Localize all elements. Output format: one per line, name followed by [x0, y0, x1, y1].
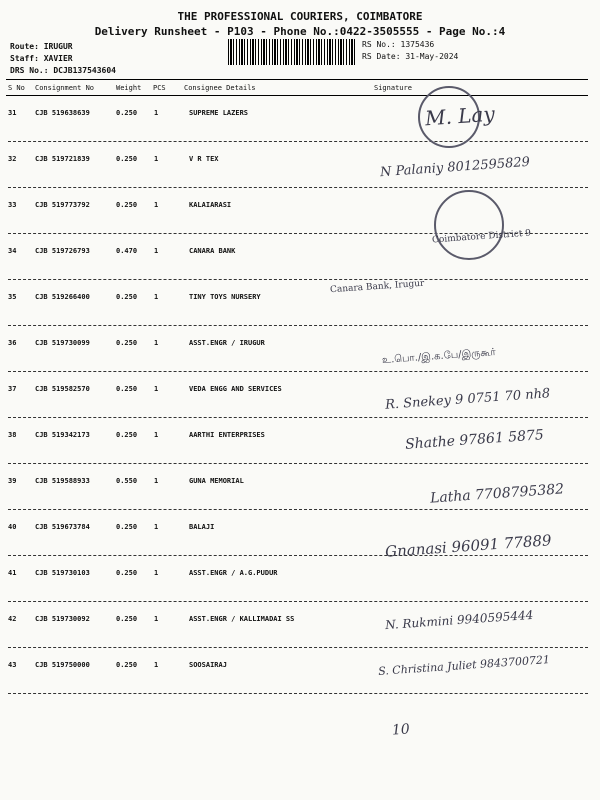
consignee-name: GUNA MEMORIAL	[189, 477, 244, 485]
pcs-value: 1	[154, 569, 159, 577]
signature-row-38: Shathe 97861 5875	[404, 427, 545, 453]
stamp-town-panchayat	[434, 190, 504, 260]
consignment-number: CJB 519721839	[35, 155, 90, 163]
signature-row-39: Latha 7708795382	[429, 481, 565, 507]
consignment-number: CJB 519773792	[35, 201, 90, 209]
rs-no-label: RS No.: 1375436	[362, 40, 435, 49]
row-separator	[8, 647, 588, 648]
row-separator	[8, 601, 588, 602]
row-separator	[8, 371, 588, 372]
serial-number: 32	[8, 155, 17, 163]
signature-row-35: Canara Bank, Irugur	[329, 278, 425, 296]
consignee-name: CANARA BANK	[189, 247, 236, 255]
consignee-name: ASST.ENGR / KALLIMADAI SS	[189, 615, 295, 623]
consignment-number: CJB 519750000	[35, 661, 90, 669]
pcs-value: 1	[154, 109, 159, 117]
consignment-number: CJB 519342173	[35, 431, 90, 439]
runsheet-title: THE PROFESSIONAL COURIERS, COIMBATORE	[177, 10, 423, 23]
column-header-consignee: Consignee Details	[184, 84, 256, 92]
pcs-value: 1	[154, 661, 159, 669]
consignment-number: CJB 519730099	[35, 339, 90, 347]
consignment-number: CJB 519638639	[35, 109, 90, 117]
drs-label: DRS No.: DCJB137543604	[10, 66, 116, 75]
weight-value: 0.250	[116, 431, 138, 439]
signature-row-37: R. Snekey 9 0751 70 nh8	[384, 386, 551, 413]
row-separator	[8, 555, 588, 556]
barcode	[228, 39, 356, 65]
row-separator	[8, 417, 588, 418]
consignment-number: CJB 519266400	[35, 293, 90, 301]
signature-row-40: Gnanasi 96091 77889	[384, 531, 553, 561]
table-row	[0, 235, 600, 281]
pcs-value: 1	[154, 385, 159, 393]
pcs-value: 1	[154, 201, 159, 209]
consignee-name: BALAJI	[189, 523, 215, 531]
pcs-value: 1	[154, 477, 159, 485]
consignee-name: VEDA ENGG AND SERVICES	[189, 385, 282, 393]
weight-value: 0.250	[116, 661, 138, 669]
pcs-value: 1	[154, 293, 159, 301]
serial-number: 39	[8, 477, 17, 485]
weight-value: 0.250	[116, 109, 138, 117]
weight-value: 0.250	[116, 385, 138, 393]
serial-number: 41	[8, 569, 17, 577]
consignment-number: CJB 519582570	[35, 385, 90, 393]
pcs-value: 1	[154, 339, 159, 347]
table-row	[0, 327, 600, 373]
serial-number: 42	[8, 615, 17, 623]
column-header-pcs: PCS	[153, 84, 166, 92]
column-header-weight: Weight	[116, 84, 142, 92]
pcs-value: 1	[154, 431, 159, 439]
consignee-name: ASST.ENGR / A.G.PUDUR	[189, 569, 278, 577]
consignee-name: AARTHI ENTERPRISES	[189, 431, 265, 439]
consignment-number: CJB 519730103	[35, 569, 90, 577]
signature-row-43: S. Christina Juliet 9843700721	[377, 653, 551, 678]
serial-number: 34	[8, 247, 17, 255]
weight-value: 0.550	[116, 477, 138, 485]
serial-number: 38	[8, 431, 17, 439]
consignment-number: CJB 519726793	[35, 247, 90, 255]
serial-number: 31	[8, 109, 17, 117]
footer-handwritten-note: 10	[391, 721, 411, 739]
consignment-number: CJB 519673784	[35, 523, 90, 531]
header-bottom-line	[6, 95, 588, 96]
column-header-signature: Signature	[374, 84, 412, 92]
runsheet-subtitle: Delivery Runsheet - P103 - Phone No.:0422-3505555 - Page No.:4	[94, 25, 506, 38]
serial-number: 40	[8, 523, 17, 531]
weight-value: 0.250	[116, 155, 138, 163]
row-separator	[8, 693, 588, 694]
weight-value: 0.250	[116, 339, 138, 347]
row-separator	[8, 463, 588, 464]
weight-value: 0.250	[116, 523, 138, 531]
row-separator	[8, 279, 588, 280]
table-row	[0, 189, 600, 235]
signature-row-31: M. Lay	[424, 101, 496, 131]
consignee-name: SOOSAIRAJ	[189, 661, 227, 669]
route-label: Route: IRUGUR	[10, 42, 73, 51]
consignee-name: TINY TOYS NURSERY	[189, 293, 261, 301]
signature-row-36: உ.பொ./இ.க.பே/இருகூர்	[381, 347, 497, 366]
weight-value: 0.250	[116, 293, 138, 301]
consignee-name: V R TEX	[189, 155, 219, 163]
table-row	[0, 97, 600, 143]
weight-value: 0.250	[116, 201, 138, 209]
column-header-consignment: Consignment No	[35, 84, 95, 92]
staff-label: Staff: XAVIER	[10, 54, 73, 63]
table-row	[0, 278, 600, 327]
pcs-value: 1	[154, 523, 159, 531]
weight-value: 0.250	[116, 569, 138, 577]
column-header-sno: S No	[8, 84, 25, 92]
pcs-value: 1	[154, 247, 159, 255]
consignee-name: KALAIARASI	[189, 201, 232, 209]
signature-row-34: Coimbatore District 9	[431, 228, 532, 246]
serial-number: 43	[8, 661, 17, 669]
signature-row-42: N. Rukmini 9940595444	[384, 607, 534, 633]
table-row	[0, 557, 600, 603]
consignment-number: CJB 519730092	[35, 615, 90, 623]
row-separator	[8, 325, 588, 326]
header-top-line	[6, 79, 588, 80]
weight-value: 0.250	[116, 615, 138, 623]
pcs-value: 1	[154, 155, 159, 163]
consignee-name: ASST.ENGR / IRUGUR	[189, 339, 265, 347]
row-separator	[8, 141, 588, 142]
serial-number: 35	[8, 293, 17, 301]
serial-number: 37	[8, 385, 17, 393]
signature-row-32: N Palaniy 8012595829	[379, 154, 531, 181]
row-separator	[8, 509, 588, 510]
serial-number: 36	[8, 339, 17, 347]
consignee-name: SUPREME LAZERS	[189, 109, 249, 117]
rs-date-label: RS Date: 31-May-2024	[362, 52, 459, 61]
consignment-number: CJB 519588933	[35, 477, 90, 485]
serial-number: 33	[8, 201, 17, 209]
row-separator	[8, 187, 588, 188]
weight-value: 0.470	[116, 247, 138, 255]
pcs-value: 1	[154, 615, 159, 623]
